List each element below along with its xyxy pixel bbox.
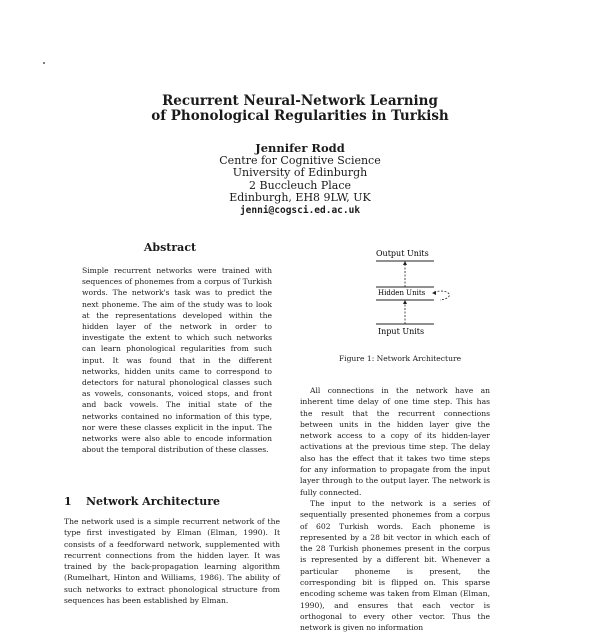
figure-caption: Figure 1: Network Architecture bbox=[338, 354, 462, 363]
hidden-units-label: Hidden Units bbox=[378, 289, 426, 297]
title-line-1: Recurrent Neural-Network Learning bbox=[162, 93, 438, 109]
input-units-label: Input Units bbox=[378, 327, 425, 336]
section-heading bbox=[64, 495, 294, 508]
title-line-2: of Phonological Regularities in Turkish bbox=[151, 108, 449, 124]
hidden-arrowhead bbox=[403, 300, 407, 304]
author-university: University of Edinburgh bbox=[232, 166, 368, 179]
author-block bbox=[150, 142, 450, 217]
output-units-label: Output Units bbox=[376, 249, 429, 258]
stray-mark bbox=[43, 62, 45, 64]
author-affiliation: Centre for Cognitive Science bbox=[219, 153, 381, 167]
abstract-heading: Abstract bbox=[143, 241, 197, 254]
paper-title bbox=[100, 94, 500, 124]
right-paragraph-2: The input to the network is a series of sequentially presented phonemes from a corpus of 602 Turkish words. Each phoneme is represented by a 28 bit vector in which each of the 28 Turkish phonemes present in the corpus is represented by a different bit. Whenever a particular phoneme is present, the corresponding bit is flipped on. This sparse encoding scheme was taken from Elman (Elman, 1990), and ensures that each vector is orthogonal to every other vector. Thus the network is given no information bbox=[300, 498, 490, 633]
section-1-text: The network used is a simple recurrent network of the type first investigated by Elman (Elman, 1990). It consists of a feedforward network, supplemented with recurrent connections from the hidden layer. It was trained by the back-propagation learning algorithm (Rumelhart, Hinton and Williams, 1986). The ability of such networks to extract phonological structure from sequences has been established by Elman. bbox=[64, 517, 280, 606]
recurrent-connection-loop bbox=[434, 291, 449, 300]
section-title: Network Architecture bbox=[86, 495, 221, 508]
author-street: 2 Buccleuch Place bbox=[249, 178, 351, 192]
abstract-text: Simple recurrent networks were trained with sequences of phonemes from a corpus of Turkish words. The network's task was to predict the next phoneme. The aim of the study was to look at the representations developed within the hidden layer of the network in order to investigate the extent to which such networks can learn phonological regularities from such input. It was found that in the different networks, hidden units came to correspond to detectors for natural phonological classes such as vowels, consonants, voiced stops, and front and back vowels. The initial state of the networks contained no information of this type, nor were these classes explicit in the input. The networks were also able to encode information about the temporal distribution of these classes. bbox=[82, 266, 272, 455]
network-diagram bbox=[370, 242, 470, 342]
section-number: 1 bbox=[64, 495, 72, 508]
right-paragraph-1: All connections in the network have an inherent time delay of one time step. This has the result that the recurrent connections between units in the hidden layer give the network access to a copy of its hidden-layer activations at the previous time step. The delay also has the effect that it takes two time steps for any information to propagate from the input layer through to the output layer. The network is fully connected. bbox=[300, 386, 490, 497]
author-email: jenni@cogsci.ed.ac.uk bbox=[239, 204, 361, 216]
output-arrowhead bbox=[403, 261, 407, 265]
author-city: Edinburgh, EH8 9LW, UK bbox=[229, 191, 371, 204]
right-column-text bbox=[300, 385, 490, 634]
network-architecture-figure bbox=[370, 242, 470, 342]
author-name: Jennifer Rodd bbox=[255, 141, 345, 155]
